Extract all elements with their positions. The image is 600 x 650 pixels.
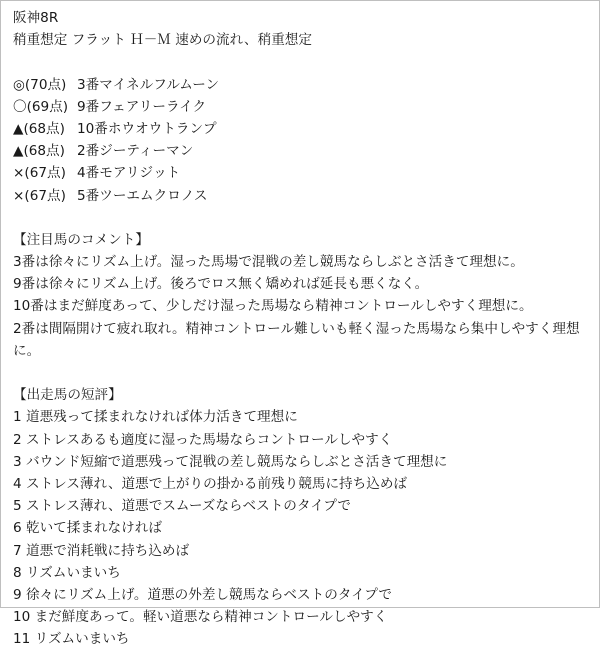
pick-mark: ◎(70点) bbox=[13, 76, 67, 93]
reviews-list bbox=[13, 406, 593, 650]
pick-row bbox=[13, 96, 593, 118]
comment-line: 9番は徐々にリズム上げ。後ろでロス無く矯めれば延長も悪くなく。 bbox=[13, 276, 429, 293]
pick-horse: 4番モアリジット bbox=[77, 165, 181, 182]
pick-horse: 9番フェアリーライク bbox=[77, 98, 207, 115]
pick-row bbox=[13, 118, 593, 140]
comment-line: 10番はまだ鮮度あって、少しだけ湿った馬場なら精神コントロールしやすく理想に。 bbox=[13, 298, 533, 315]
review-line: 10 まだ鮮度あって。軽い道悪なら精神コントロールしやすく bbox=[13, 609, 388, 626]
pick-row bbox=[13, 185, 593, 207]
pick-mark: 〇(69点) bbox=[13, 98, 69, 115]
comment-line-wrap: に。 bbox=[13, 342, 41, 359]
pick-horse: 3番マイネルフルムーン bbox=[77, 76, 220, 93]
reviews-heading: 【出走馬の短評】 bbox=[13, 387, 122, 404]
pick-mark: ▲(68点) bbox=[13, 143, 65, 160]
pick-row bbox=[13, 74, 593, 96]
review-line: 5 ストレス薄れ、道悪でスムーズならベストのタイプで bbox=[13, 498, 351, 515]
comments-heading: 【注目馬のコメント】 bbox=[13, 231, 149, 248]
review-line: 11 リズムいまいち bbox=[13, 631, 130, 648]
pick-horse: 5番ツーエムクロノス bbox=[77, 187, 208, 204]
pick-mark: ▲(68点) bbox=[13, 120, 65, 137]
review-line: 6 乾いて揉まれなければ bbox=[13, 520, 162, 537]
pick-mark: ×(67点) bbox=[13, 187, 66, 204]
spacer bbox=[13, 362, 593, 384]
review-line: 7 道悪で消耗戦に持ち込めば bbox=[13, 542, 190, 559]
comments-list bbox=[13, 251, 593, 362]
review-line: 3 バウンド短縮で道悪残って混戦の差し競馬ならしぶとさ活きて理想に bbox=[13, 453, 448, 470]
pick-row bbox=[13, 140, 593, 162]
review-line: 2 ストレスあるも適度に湿った馬場ならコントロールしやすく bbox=[13, 431, 393, 448]
pick-horse: 2番ジーティーマン bbox=[77, 143, 194, 160]
race-prediction-document bbox=[13, 7, 593, 650]
picks-list bbox=[13, 74, 593, 207]
spacer bbox=[13, 51, 593, 73]
pick-horse: 10番ホウオウトランプ bbox=[77, 120, 217, 137]
review-line: 1 道悪残って揉まれなければ体力活きて理想に bbox=[13, 409, 298, 426]
review-line: 8 リズムいまいち bbox=[13, 564, 121, 581]
pick-row bbox=[13, 162, 593, 184]
review-line: 9 徐々にリズム上げ。道悪の外差し競馬ならベストのタイプで bbox=[13, 586, 392, 603]
comment-line: 2番は間隔開けて疲れ取れ。精神コントロール難しいも軽く湿った馬場なら集中しやすく理想 bbox=[13, 320, 580, 337]
race-title: 阪神8R bbox=[13, 10, 59, 26]
race-conditions: 稍重想定 フラット Ｈ－Ｍ 速めの流れ、稍重想定 bbox=[13, 32, 312, 49]
review-line: 4 ストレス薄れ、道悪で上がりの掛かる前残り競馬に持ち込めば bbox=[13, 475, 408, 492]
pick-mark: ×(67点) bbox=[13, 165, 66, 182]
spacer bbox=[13, 207, 593, 229]
comment-line: 3番は徐々にリズム上げ。湿った馬場で混戦の差し競馬ならしぶとさ活きて理想に。 bbox=[13, 254, 524, 271]
